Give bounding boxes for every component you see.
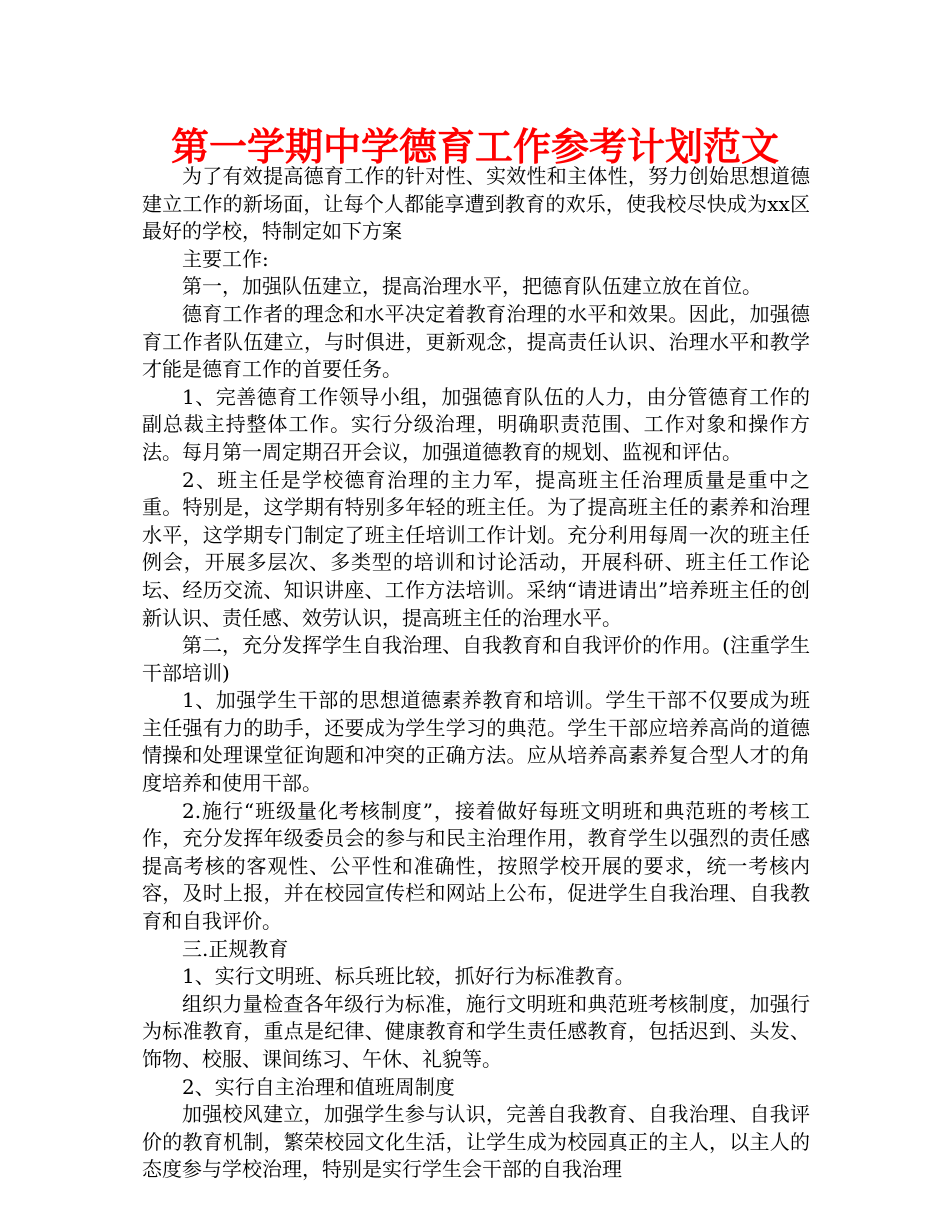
- document-body: [142, 163, 810, 1184]
- paragraph-section-two-heading: 第二，充分发挥学生自我治理、自我教育和自我评价的作用。(注重学生干部培训): [142, 633, 810, 685]
- paragraph: 2、班主任是学校德育治理的主力军，提高班主任治理质量是重中之重。特别是，这学期有特别多年轻的班主任。为了提高班主任的素养和治理水平，这学期专门制定了班主任培训工作计划。充分利用每周一次的班主任例会，开展多层次、多类型的培训和讨论活动，开展科研、班主任工作论坛、经历交流、知识讲座、工作方法培训。采纳“请进请出”培养班主任的创新认识、责任感、效劳认识，提高班主任的治理水平。: [142, 467, 810, 630]
- paragraph: 组织力量检查各年级行为标准，施行文明班和典范班考核制度，加强行为标准教育，重点是纪律、健康教育和学生责任感教育，包括迟到、头发、饰物、校服、课间练习、午休、礼貌等。: [142, 991, 810, 1071]
- paragraph-section-one-heading: 第一，加强队伍建立，提高治理水平，把德育队伍建立放在首位。: [182, 274, 762, 299]
- paragraph: 1、完善德育工作领导小组，加强德育队伍的人力，由分管德育工作的副总裁主持整体工作。实行分级治理，明确职责范围、工作对象和操作方法。每月第一周定期召开会议，加强道德教育的规划、监视和评估。: [142, 384, 810, 464]
- paragraph: 1、实行文明班、标兵班比较，抓好行为标准教育。: [182, 964, 635, 989]
- paragraph: 德育工作者的理念和水平决定着教育治理的水平和效果。因此，加强德育工作者队伍建立，与时俱进，更新观念，提高责任认识、治理水平和教学才能是德育工作的首要任务。: [142, 301, 810, 382]
- document-title: 第一学期中学德育工作参考计划范文: [170, 125, 779, 169]
- paragraph: 加强校风建立，加强学生参与认识，完善自我教育、自我治理、自我评价的教育机制，繁荣校园文化生活，让学生成为校园真正的主人，以主人的态度参与学校治理，特别是实行学生会干部的自我治理: [142, 1102, 810, 1182]
- paragraph: 2、实行自主治理和值班周制度: [182, 1074, 455, 1099]
- paragraph-intro: 为了有效提高德育工作的针对性、实效性和主体性，努力创始思想道德建立工作的新场面，让每个人都能享遭到教育的欢乐，使我校尽快成为xx区最好的学校，特制定如下方案: [142, 164, 810, 244]
- paragraph-main-work-heading: 主要工作:: [182, 246, 269, 271]
- paragraph: 2.施行“班级量化考核制度”，接着做好每班文明班和典范班的考核工作，充分发挥年级委员会的参与和民主治理作用，教育学生以强烈的责任感提高考核的客观性、公平性和准确性，按照学校开展的要求，统一考核内容，及时上报，并在校园宣传栏和网站上公布，促进学生自我治理、自我教育和自我评价。: [142, 798, 810, 934]
- paragraph: 1、加强学生干部的思想道德素养教育和培训。学生干部不仅要成为班主任强有力的助手，还要成为学生学习的典范。学生干部应培养高尚的道德情操和处理课堂征询题和冲突的正确方法。应从培养高素养复合型人才的角度培养和使用干部。: [142, 688, 810, 796]
- paragraph-section-three-heading: 三.正规教育: [182, 936, 289, 961]
